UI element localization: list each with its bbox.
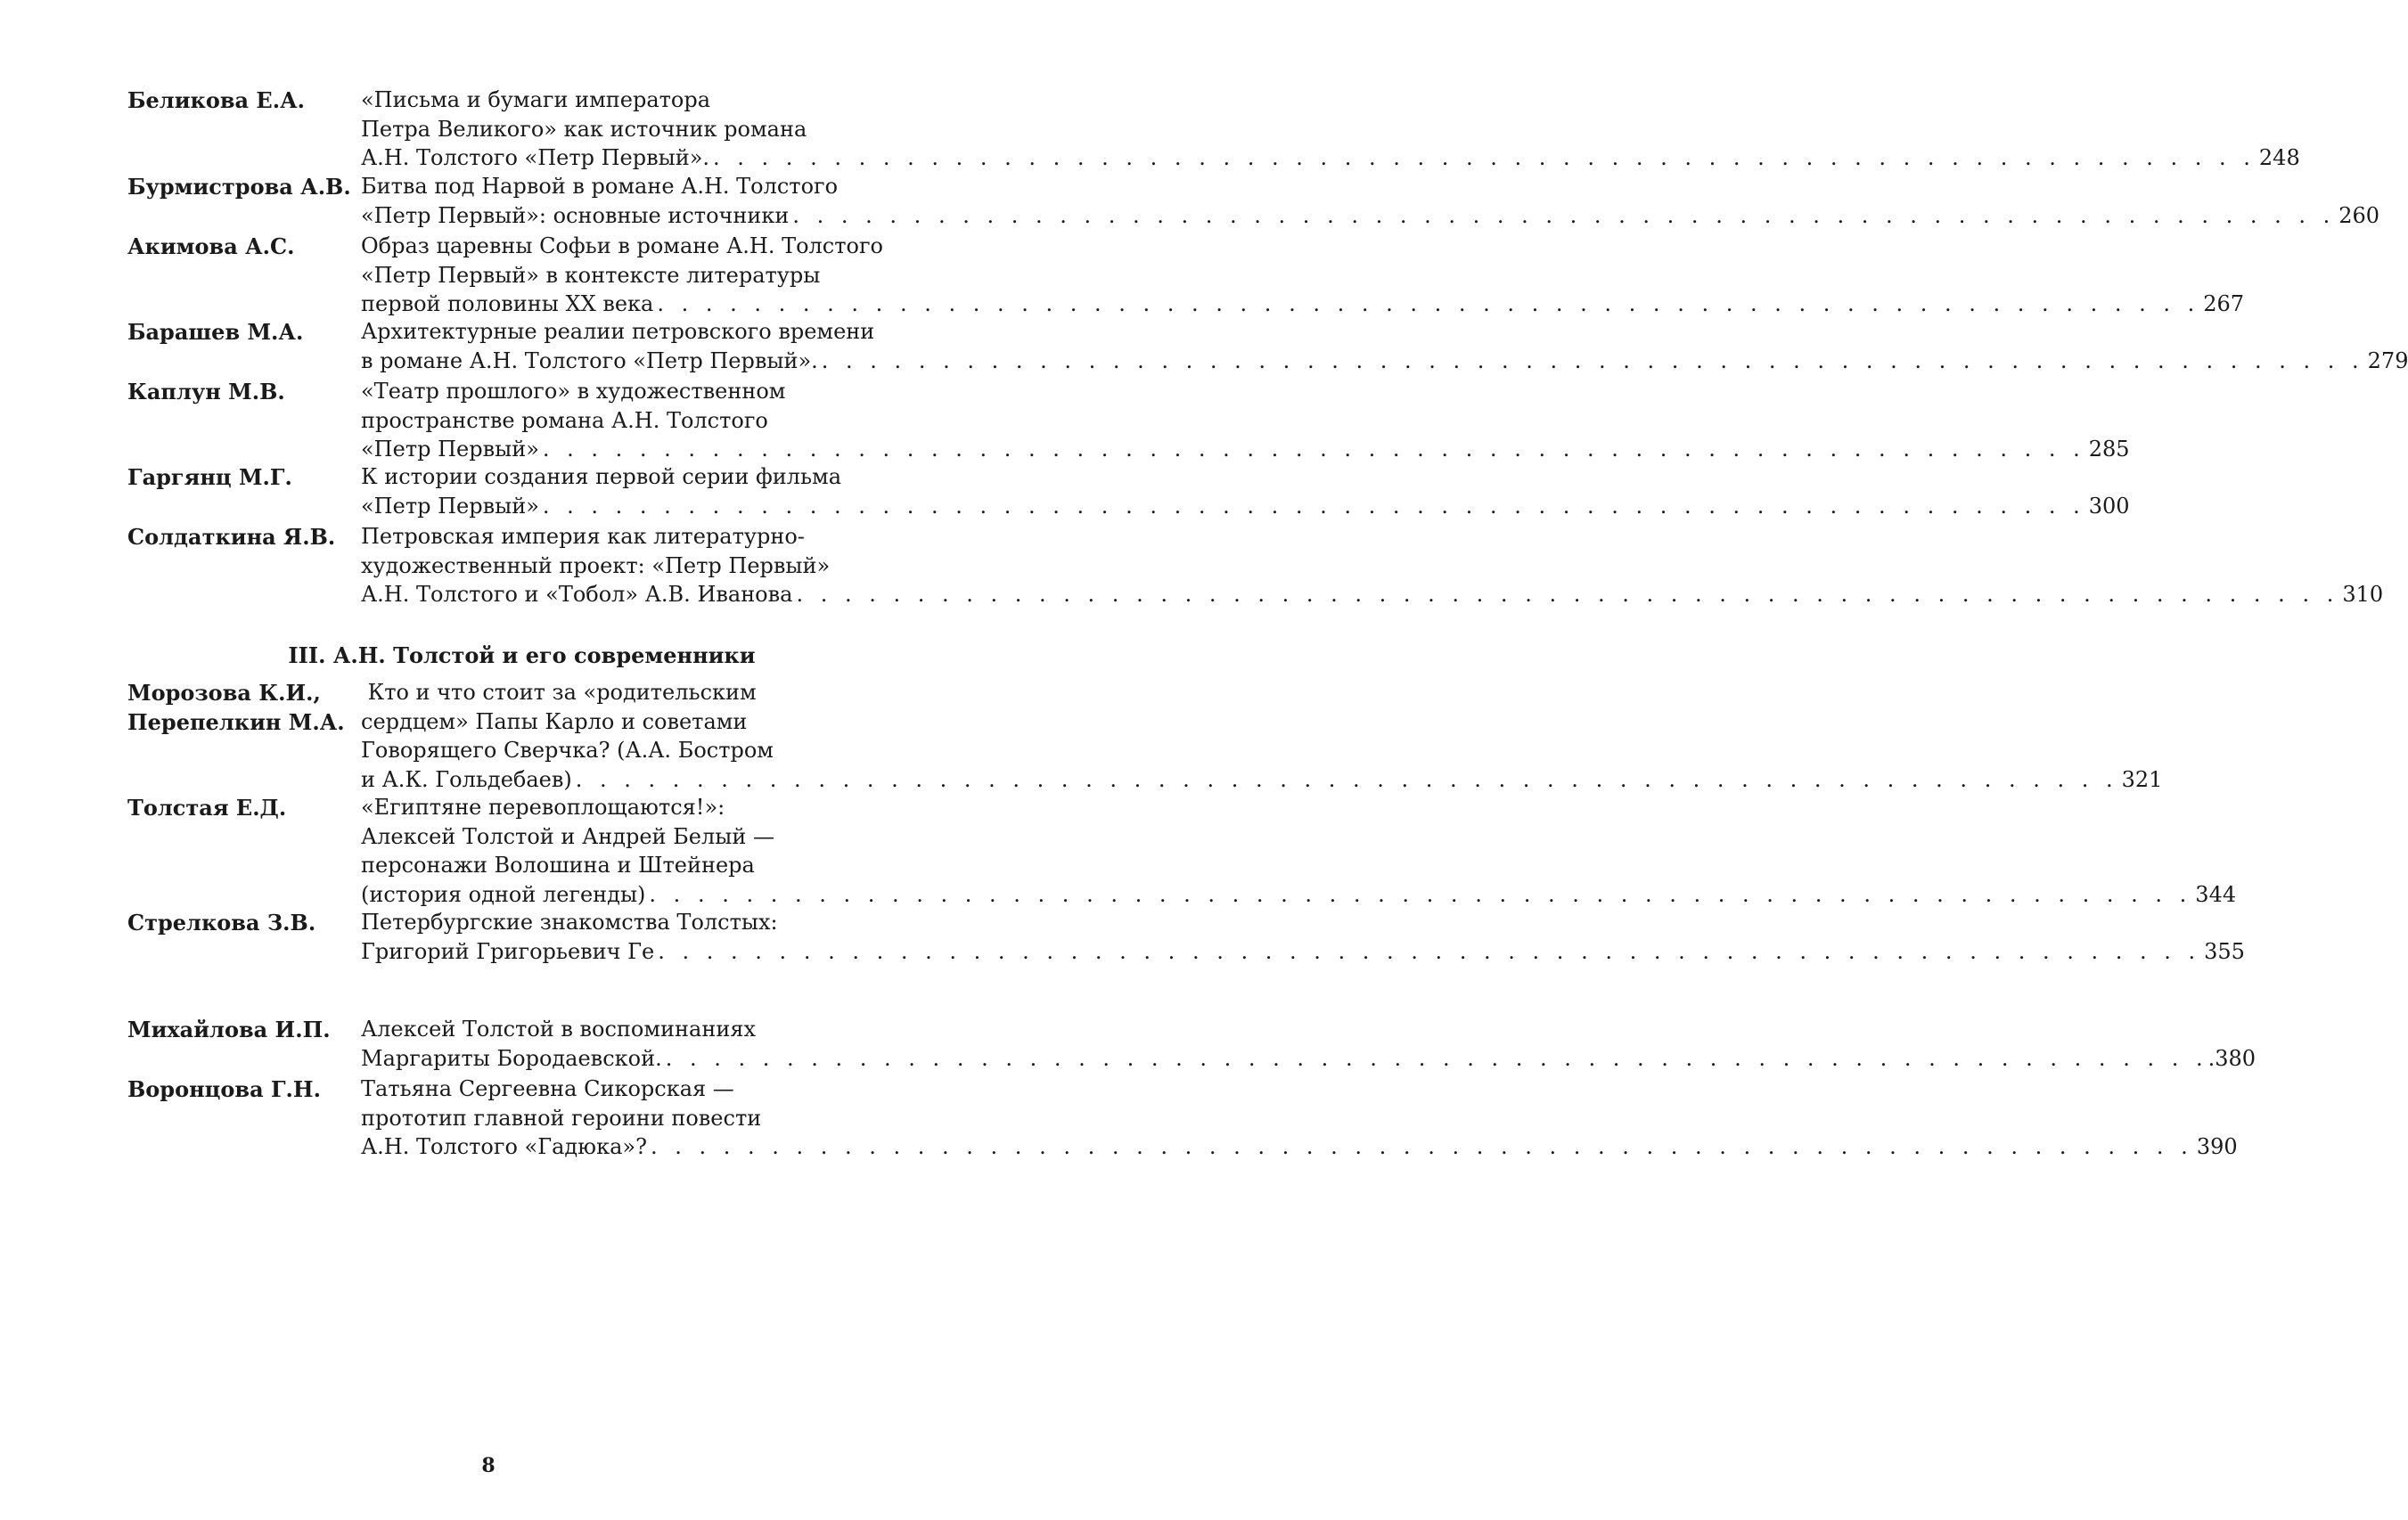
title-line: Архитектурные реалии петровского времени [361, 319, 875, 344]
title-line: А.Н. Толстого и «Тобол» А.В. Иванова [361, 582, 793, 607]
title-line: Алексей Толстой в воспоминаниях [361, 1017, 757, 1042]
entry-authors [127, 522, 359, 552]
title-line: персонажи Волошина и Штейнера [361, 853, 755, 878]
title-line: «Письма и бумаги императора [361, 87, 711, 112]
page-number-ref: 279 [2367, 347, 2408, 373]
dot-leader: . . . . . . . . . . . . . . . . . . . . . . . . . . . . . . . . . . . . . . . . . . . . . . . . . . . . . . . . . . . . . . . . [658, 938, 2201, 964]
title-last-line [361, 1132, 2238, 1162]
page-number-ref: .380 [2207, 1045, 2256, 1071]
toc-entry [127, 317, 2408, 375]
entry-authors [127, 172, 359, 201]
title-line: «Петр Первый» [361, 437, 539, 462]
toc-entry [127, 1075, 2238, 1162]
dot-leader: . . . . . . . . . . . . . . . . . . . . . . . . . . . . . . . . . . . . . . . . . . . . . . . . . . . . . . . . . . . . . . . . [575, 766, 2118, 792]
title-line: Петра Великого» как источник романа [361, 116, 807, 142]
title-line: в романе А.Н. Толстого «Петр Первый». [361, 347, 818, 373]
entry-authors [127, 1075, 359, 1104]
entry-title [361, 232, 2245, 319]
entry-title [361, 317, 2408, 375]
entry-title [361, 908, 2245, 966]
title-line: «Петр Первый»: основные источники [361, 202, 790, 228]
entry-title [361, 793, 2237, 909]
toc-entry [127, 793, 2237, 909]
title-line: Кто и что стоит за «родительским [361, 680, 757, 705]
title-line: Битва под Нарвой в романе А.Н. Толстого [361, 174, 839, 199]
title-line: «Петр Первый» [361, 493, 539, 519]
author-name: Каплун М.В. [127, 379, 285, 405]
author-name: Акимова А.С. [127, 233, 295, 259]
title-line: Татьяна Сергеевна Сикорская — [361, 1076, 734, 1101]
entry-authors [127, 317, 359, 347]
author-name: Перепелкин М.А. [127, 709, 345, 735]
title-last-line [361, 937, 2245, 967]
title-line: первой половины XX века [361, 291, 654, 316]
title-line: А.Н. Толстого «Гадюка»? [361, 1134, 647, 1159]
dot-leader: . . . . . . . . . . . . . . . . . . . . . . . . . . . . . . . . . . . . . . . . . . . . . . . . . . . . . . . . . . . . . . . . [821, 347, 2364, 373]
title-last-line [361, 765, 2163, 795]
title-last-line [361, 201, 2380, 231]
author-name: Воронцова Г.Н. [127, 1076, 321, 1102]
toc-entry [127, 172, 2380, 230]
title-line: (история одной легенды) [361, 881, 646, 907]
page-footer-number: 8 [481, 1454, 496, 1477]
entry-title [361, 86, 2300, 173]
entry-title [361, 172, 2380, 230]
title-line: А.Н. Толстого «Петр Первый». [361, 145, 710, 170]
title-line: Григорий Григорьевич Ге [361, 938, 655, 964]
section-heading: III. А.Н. Толстой и его современники [288, 642, 756, 668]
entry-title [361, 1075, 2238, 1162]
dot-leader: . . . . . . . . . . . . . . . . . . . . . . . . . . . . . . . . . . . . . . . . . . . . . . . . . . . . . . . . . . . . . . . . [657, 291, 2200, 316]
dot-leader: . . . . . . . . . . . . . . . . . . . . . . . . . . . . . . . . . . . . . . . . . . . . . . . . . . . . . . . . . . . . . . . . [649, 881, 2192, 907]
page-number-ref: 321 [2121, 766, 2163, 792]
title-line: сердцем» Папы Карло и советами [361, 708, 748, 734]
toc-entry [127, 377, 2130, 464]
entry-authors [127, 377, 359, 406]
toc-entry [127, 462, 2130, 520]
page-number-ref: 355 [2204, 938, 2245, 964]
toc-entry [127, 86, 2300, 173]
toc-entry [127, 678, 2163, 794]
entry-title [361, 462, 2130, 520]
title-last-line [361, 435, 2130, 464]
entry-title [361, 678, 2163, 794]
author-name: Солдаткина Я.В. [127, 524, 336, 550]
entry-authors [127, 1015, 359, 1044]
page-number-ref: 267 [2203, 291, 2245, 316]
page-number-ref: 390 [2196, 1134, 2238, 1159]
page-number-ref: 344 [2195, 881, 2237, 907]
author-name: Толстая Е.Д. [127, 795, 287, 821]
author-name: Бурмистрова А.В. [127, 174, 351, 200]
dot-leader: . . . . . . . . . . . . . . . . . . . . . . . . . . . . . . . . . . . . . . . . . . . . . . . . . . . . . . . . . . . . . . . . [792, 202, 2336, 228]
author-name: Беликова Е.А. [127, 87, 305, 113]
toc-entry [127, 1015, 2256, 1073]
page-number-ref: 285 [2088, 437, 2130, 462]
author-name: Михайлова И.П. [127, 1017, 331, 1042]
dot-leader: . . . . . . . . . . . . . . . . . . . . . . . . . . . . . . . . . . . . . . . . . . . . . . . . . . . . . . . . . . . . . . . . [542, 493, 2085, 519]
title-line: пространстве романа А.Н. Толстого [361, 407, 768, 433]
title-last-line [361, 143, 2300, 173]
title-line: и А.К. Гольдебаев) [361, 766, 572, 792]
dot-leader: . . . . . . . . . . . . . . . . . . . . . . . . . . . . . . . . . . . . . . . . . . . . . . . . . . . . . . . . . . . . . . . . [713, 145, 2256, 170]
title-line: Петровская империя как литературно- [361, 524, 805, 549]
title-last-line [361, 1044, 2256, 1074]
title-last-line [361, 492, 2130, 521]
title-line: Алексей Толстой и Андрей Белый — [361, 823, 774, 849]
toc-entry [127, 522, 2384, 609]
author-name: Гаргянц М.Г. [127, 464, 292, 490]
author-name: Стрелкова З.В. [127, 910, 316, 936]
title-line: прототип главной героини повести [361, 1105, 762, 1131]
dot-leader: . . . . . . . . . . . . . . . . . . . . . . . . . . . . . . . . . . . . . . . . . . . . . . . . . . . . . . . . . . . . . . . . [650, 1134, 2193, 1159]
title-last-line [361, 880, 2237, 910]
page-number-ref: 248 [2258, 145, 2300, 170]
title-line: Маргариты Бородаевской. [361, 1045, 662, 1071]
toc-entry [127, 908, 2245, 966]
title-last-line [361, 347, 2408, 376]
title-line: художественный проект: «Петр Первый» [361, 552, 831, 578]
dot-leader: . . . . . . . . . . . . . . . . . . . . . . . . . . . . . . . . . . . . . . . . . . . . . . . . . . . . . . . . . . . . . . . . [665, 1045, 2208, 1071]
title-line: Образ царевны Софьи в романе А.Н. Толстого [361, 233, 883, 258]
page-number-ref: 300 [2088, 493, 2130, 519]
title-line: «Петр Первый» в контексте литературы [361, 262, 821, 288]
title-line: Говорящего Сверчка? (А.А. Бостром [361, 738, 774, 763]
entry-authors [127, 678, 359, 737]
title-line: Петербургские знакомства Толстых: [361, 910, 778, 935]
dot-leader: . . . . . . . . . . . . . . . . . . . . . . . . . . . . . . . . . . . . . . . . . . . . . . . . . . . . . . . . . . . . . . . . [542, 437, 2085, 462]
title-line: «Театр прошлого» в художественном [361, 379, 786, 404]
entry-authors [127, 793, 359, 822]
page-number-ref: 260 [2338, 202, 2380, 228]
entry-authors [127, 462, 359, 492]
entry-title [361, 1015, 2256, 1073]
entry-authors [127, 86, 359, 115]
title-line: «Египтяне перевоплощаются!»: [361, 795, 725, 820]
toc-entry [127, 232, 2245, 319]
author-name: Барашев М.А. [127, 319, 304, 345]
entry-title [361, 377, 2130, 464]
entry-title [361, 522, 2384, 609]
author-name: Морозова К.И., [127, 680, 321, 706]
title-line: К истории создания первой серии фильма [361, 464, 842, 489]
page-number-ref: 310 [2342, 582, 2384, 607]
title-last-line [361, 580, 2384, 609]
entry-authors [127, 908, 359, 937]
title-last-line [361, 290, 2245, 319]
dot-leader: . . . . . . . . . . . . . . . . . . . . . . . . . . . . . . . . . . . . . . . . . . . . . . . . . . . . . . . . . . . . . . . . [796, 582, 2339, 607]
entry-authors [127, 232, 359, 261]
